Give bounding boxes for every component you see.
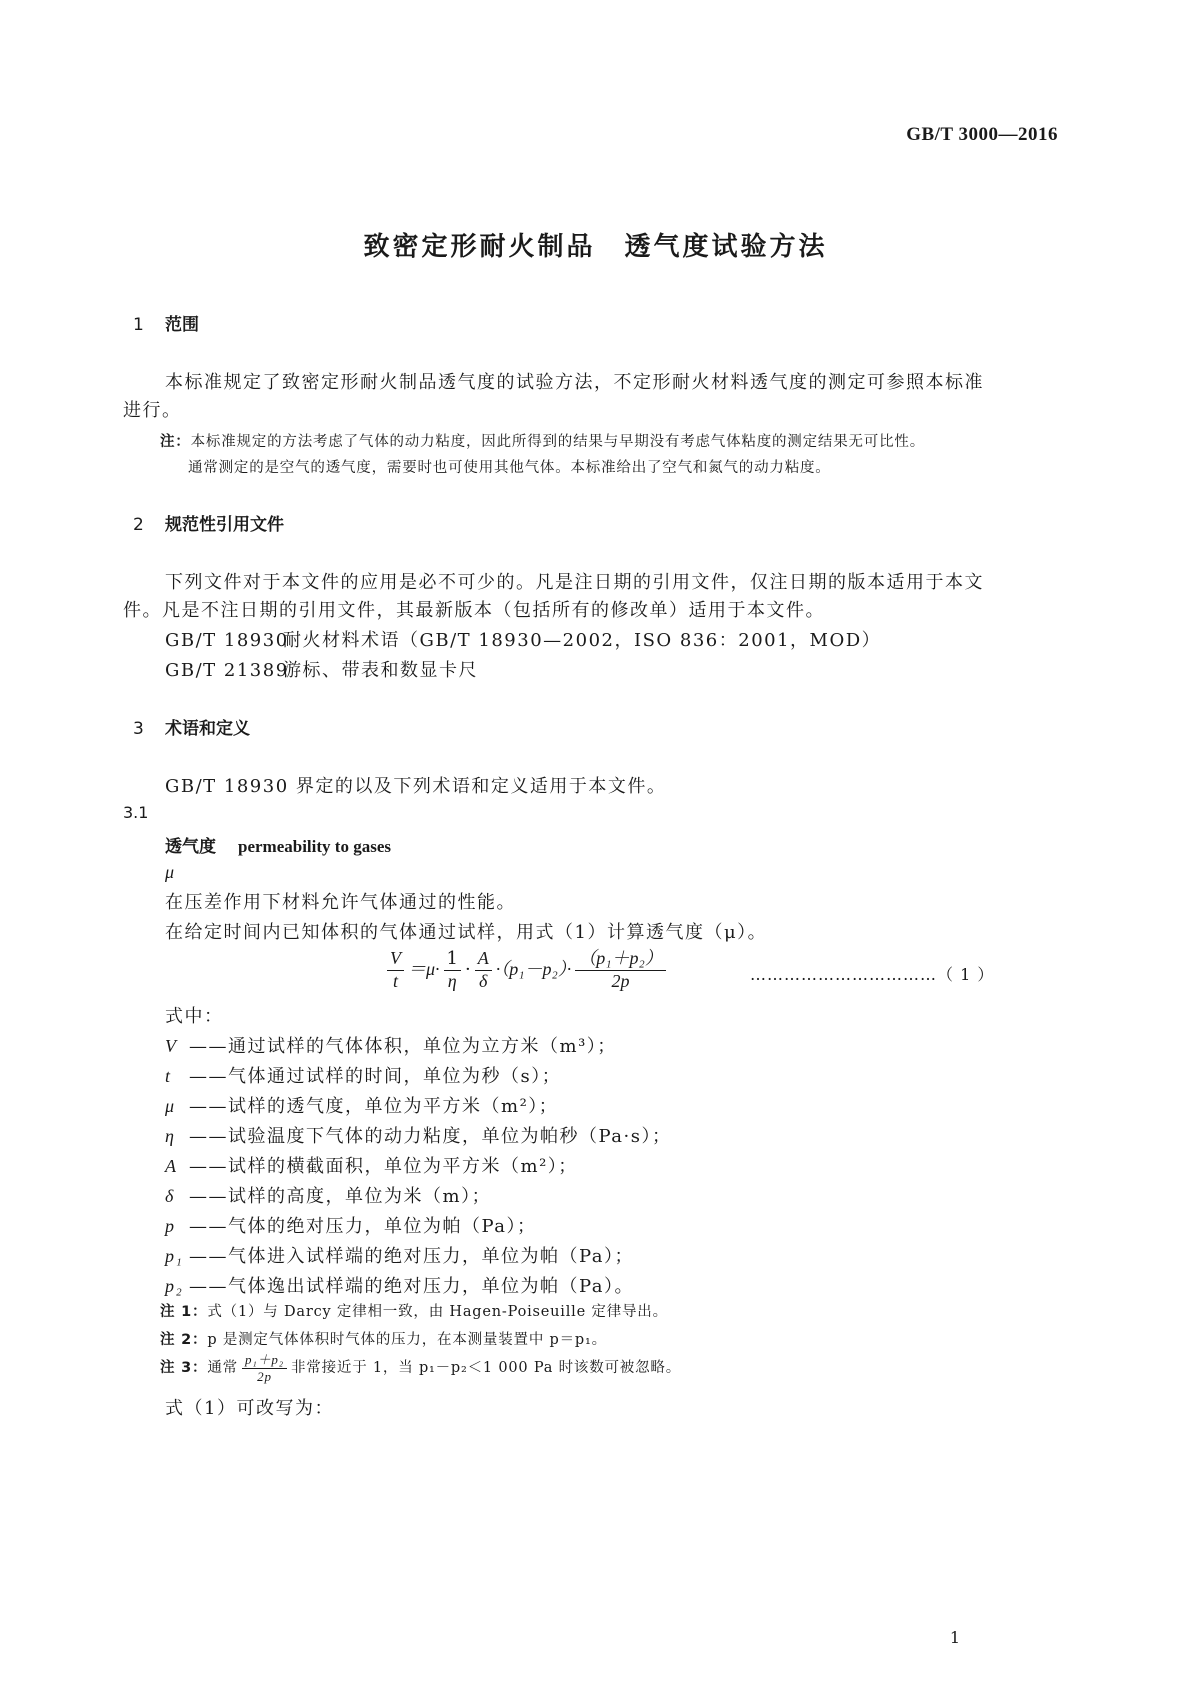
note-text: 本标准规定的方法考虑了气体的动力粘度，因此所得到的结果与早期没有考虑气体粘度的测定结果无可比性。: [190, 434, 926, 450]
note-prefix: 通常: [207, 1360, 238, 1377]
reference-title: 游标、带表和数显卡尺: [283, 660, 478, 681]
note-label: 注 2：: [160, 1332, 208, 1348]
note-3: [160, 1352, 681, 1384]
formula-middle: ·（p₁－p₂）·: [495, 959, 572, 980]
terms-paragraph: GB/T 18930 界定的以及下列术语和定义适用于本文件。: [165, 776, 667, 797]
reference-item: [165, 626, 881, 652]
variable-item: [165, 1092, 558, 1118]
reference-code: GB/T 21389: [165, 660, 289, 681]
rewrite-intro: 式（1）可改写为：: [165, 1398, 334, 1419]
page-number: 1: [949, 1628, 960, 1647]
variable-symbol: p₂: [165, 1276, 184, 1296]
variable-symbol: η: [165, 1126, 176, 1146]
fraction-pressure-mean: $\frac{\text{（p₁＋p₂）}}{2p}$: [575, 948, 666, 992]
term-heading: [165, 832, 391, 857]
formula-equals: ＝μ·: [408, 959, 440, 980]
where-label: 式中：: [165, 1006, 224, 1027]
refs-paragraph-line2: 件。凡是不注日期的引用文件，其最新版本（包括所有的修改单）适用于本文件。: [123, 600, 825, 621]
variable-item: [165, 1182, 491, 1208]
refs-paragraph-line1: 下列文件对于本文件的应用是必不可少的。凡是注日期的引用文件，仅注日期的版本适用于本文: [165, 572, 984, 593]
note-text: 非常接近于 1，当 p₁－p₂＜1 000 Pa 时该数可被忽略。: [291, 1360, 682, 1377]
document-title: 致密定形耐火制品 透气度试验方法: [363, 232, 828, 262]
section-2-heading: [133, 510, 284, 535]
formula-1: $\frac{V}{t}$ ＝μ· $\frac{1}{\eta}$ · $\frac{A}{\delta}$ ·（p₁－p₂）· $\frac{\text{（p₁＋p₂）}}{2p}$: [383, 948, 670, 992]
variable-symbol: t: [165, 1066, 172, 1086]
variable-description: ——试样的横截面积，单位为平方米（m²）；: [189, 1156, 578, 1177]
scope-paragraph-line2: 进行。: [123, 400, 182, 421]
fraction-1-over-eta: $\frac{1}{\eta}$: [444, 948, 461, 992]
section-number: 3: [133, 719, 144, 739]
variable-item: [165, 1242, 634, 1268]
reference-item: [165, 656, 478, 682]
variable-symbol: μ: [165, 1096, 176, 1116]
note-label: 注 3：: [160, 1360, 208, 1377]
variable-symbol: p: [165, 1216, 176, 1236]
variable-symbol: A: [165, 1156, 178, 1176]
note-fraction: $\frac{\text{p₁＋p₂}}{2p}$: [242, 1352, 287, 1384]
scope-paragraph-line1: 本标准规定了致密定形耐火制品透气度的试验方法，不定形耐火材料透气度的测定可参照本标准: [165, 372, 984, 393]
standard-code: GB/T 3000—2016: [906, 124, 1058, 145]
section-title: 规范性引用文件: [165, 515, 284, 535]
variable-item: [165, 1152, 578, 1178]
section-title: 范围: [165, 315, 199, 335]
variable-item: [165, 1062, 561, 1088]
section-number: 2: [133, 515, 144, 535]
section-1-heading: [133, 310, 199, 335]
variable-item: [165, 1272, 634, 1298]
formula-number: ……………………………（ 1 ）: [750, 965, 995, 984]
variable-description: ——试验温度下气体的动力粘度，单位为帕秒（Pa·s）；: [189, 1126, 672, 1147]
variable-description: ——气体的绝对压力，单位为帕（Pa）；: [189, 1216, 537, 1237]
term-name-en: permeability to gases: [238, 837, 391, 856]
variable-description: ——试样的高度，单位为米（m）；: [189, 1186, 492, 1207]
term-definition: 在压差作用下材料允许气体通过的性能。: [165, 892, 516, 913]
section-3-heading: [133, 714, 250, 739]
variable-item: [165, 1122, 672, 1148]
note-label: 注 1：: [160, 1304, 208, 1320]
reference-title: 耐火材料术语（GB/T 18930—2002，ISO 836：2001，MOD）: [283, 630, 882, 651]
variable-description: ——试样的透气度，单位为平方米（m²）；: [189, 1096, 559, 1117]
fraction-v-over-t: $\frac{V}{t}$: [387, 948, 404, 992]
note-text: p 是测定气体体积时气体的压力，在本测量装置中 p＝p₁。: [207, 1332, 607, 1348]
term-name-zh: 透气度: [165, 837, 216, 857]
variable-item: [165, 1032, 617, 1058]
variable-symbol: p₁: [165, 1246, 184, 1266]
variable-description: ——气体逸出试样端的绝对压力，单位为帕（Pa）。: [189, 1276, 635, 1297]
section-number: 1: [133, 315, 144, 335]
term-formula-intro: 在给定时间内已知体积的气体通过试样，用式（1）计算透气度（μ）。: [165, 922, 768, 943]
variable-description: ——气体通过试样的时间，单位为秒（s）；: [189, 1066, 562, 1087]
term-symbol: μ: [165, 862, 175, 882]
variable-symbol: δ: [165, 1186, 175, 1206]
note-text: 式（1）与 Darcy 定律相一致，由 Hagen-Poiseuille 定律导出。: [207, 1304, 668, 1320]
fraction-a-over-delta: $\frac{A}{\delta}$: [475, 948, 492, 992]
variable-item: [165, 1212, 537, 1238]
section-title: 术语和定义: [165, 719, 250, 739]
variable-description: ——通过试样的气体体积，单位为立方米（m³）；: [189, 1036, 617, 1057]
note-1: [160, 1300, 668, 1321]
term-number: 3.1: [123, 803, 149, 822]
scope-note-line2: 通常测定的是空气的透气度，需要时也可使用其他气体。本标准给出了空气和氮气的动力粘度。: [188, 460, 831, 476]
note-label: 注：: [160, 434, 191, 450]
reference-code: GB/T 18930: [165, 630, 289, 651]
variable-description: ——气体进入试样端的绝对压力，单位为帕（Pa）；: [189, 1246, 635, 1267]
note-2: [160, 1328, 607, 1349]
scope-note-line1: [160, 430, 925, 451]
variable-symbol: V: [165, 1036, 178, 1056]
